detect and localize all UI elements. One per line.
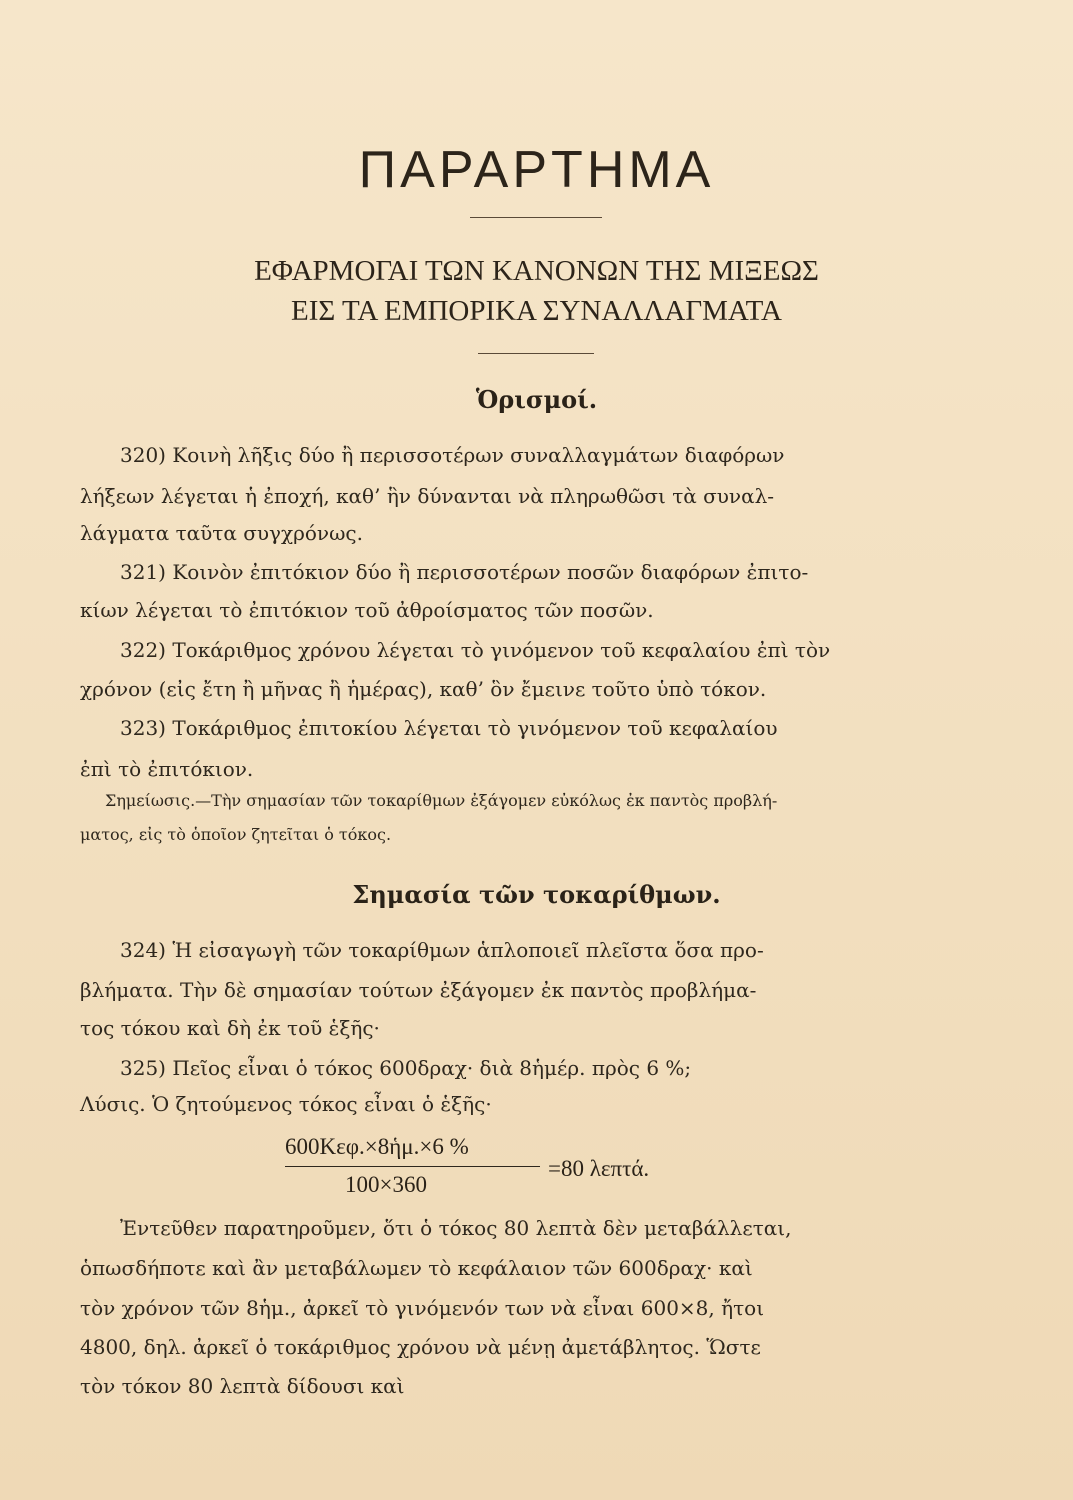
- formula-fraction-bar: [285, 1166, 540, 1167]
- note-line: ματος, εἰς τὸ ὁποῖον ζητεῖται ὁ τόκος.: [80, 825, 392, 844]
- paragraph-line: 324) Ἡ εἰσαγωγὴ τῶν τοκαρίθμων ἁπλοποιεῖ πλεῖστα ὅσα προ-: [120, 938, 764, 962]
- title-divider: [470, 217, 602, 218]
- paragraph-line: 322) Τοκάριθμος χρόνου λέγεται τὸ γινόμενον τοῦ κεφαλαίου ἐπὶ τὸν: [120, 638, 831, 662]
- paragraph-line: τος τόκου καὶ δὴ ἐκ τοῦ ἑξῆς·: [80, 1016, 380, 1040]
- paragraph-line: βλήματα. Τὴν δὲ σημασίαν τούτων ἐξάγομεν ἐκ παντὸς προβλήμα-: [80, 978, 757, 1002]
- paragraph-line: ἐπὶ τὸ ἐπιτόκιον.: [80, 757, 254, 781]
- formula-denominator: 100×360: [345, 1172, 427, 1197]
- problem-line: 325) Πεῖος εἶναι ὁ τόκος 600δραχ· διὰ 8ἡμέρ. πρὸς 6 %;: [120, 1056, 692, 1080]
- paragraph-line: λήξεων λέγεται ἡ ἐποχή, καθ’ ἣν δύνανται νὰ πληρωθῶσι τὰ συναλ-: [80, 484, 775, 508]
- solution-line: Λύσις. Ὁ ζητούμενος τόκος εἶναι ὁ ἑξῆς·: [80, 1092, 492, 1116]
- page-title: ΠΑΡΑΡΤΗΜΑ: [358, 141, 715, 199]
- paragraph-line: τὸν χρόνον τῶν 8ἡμ., ἀρκεῖ τὸ γινόμενόν των νὰ εἶναι 600×8, ἤτοι: [80, 1296, 765, 1320]
- section-heading-meaning: Σημασία τῶν τοκαρίθμων.: [352, 880, 721, 909]
- formula-result: =80 λεπτά.: [548, 1156, 650, 1181]
- paragraph-line: 4800, δηλ. ἀρκεῖ ὁ τοκάριθμος χρόνου νὰ μένῃ ἀμετάβλητος. Ὥστε: [80, 1335, 761, 1359]
- paragraph-line: κίων λέγεται τὸ ἐπιτόκιον τοῦ ἀθροίσματος τῶν ποσῶν.: [80, 598, 654, 622]
- paragraph-line: 321) Κοινὸν ἐπιτόκιον δύο ἢ περισσοτέρων ποσῶν διαφόρων ἐπιτο-: [120, 560, 809, 584]
- paragraph-line: χρόνον (εἰς ἔτη ἢ μῆνας ἢ ἡμέρας), καθ’ ὃν ἔμεινε τοῦτο ὑπὸ τόκον.: [80, 677, 767, 701]
- subtitle-line-2: ΕΙΣ ΤΑ ΕΜΠΟΡΙΚΑ ΣΥΝΑΛΛΑΓΜΑΤΑ: [290, 295, 783, 327]
- paragraph-line: Ἐντεῦθεν παρατηροῦμεν, ὅτι ὁ τόκος 80 λεπτὰ δὲν μεταβάλλεται,: [120, 1216, 792, 1240]
- paragraph-line: 323) Τοκάριθμος ἐπιτοκίου λέγεται τὸ γινόμενον τοῦ κεφαλαίου: [120, 716, 778, 740]
- formula-numerator: 600Κεφ.×8ἡμ.×6 %: [285, 1134, 469, 1159]
- section-heading-definitions: Ὁρισμοί.: [475, 385, 598, 414]
- paragraph-line: λάγματα ταῦτα συγχρόνως.: [80, 521, 363, 545]
- subtitle-line-1: ΕΦΑΡΜΟΓΑΙ ΤΩΝ ΚΑΝΟΝΩΝ ΤΗΣ ΜΙΞΕΩΣ: [254, 255, 819, 287]
- note-line: Σημείωσις.—Τὴν σημασίαν τῶν τοκαρίθμων ἐξάγομεν εὐκόλως ἐκ παντὸς προβλή-: [105, 791, 778, 810]
- paragraph-line: ὁπωσδήποτε καὶ ἂν μεταβάλωμεν τὸ κεφάλαιον τῶν 600δραχ· καὶ: [80, 1256, 753, 1280]
- subtitle-divider: [478, 353, 594, 354]
- paragraph-line: 320) Κοινὴ λῆξις δύο ἢ περισσοτέρων συναλλαγμάτων διαφόρων: [120, 443, 785, 467]
- paragraph-line: τὸν τόκον 80 λεπτὰ δίδουσι καὶ: [80, 1374, 405, 1398]
